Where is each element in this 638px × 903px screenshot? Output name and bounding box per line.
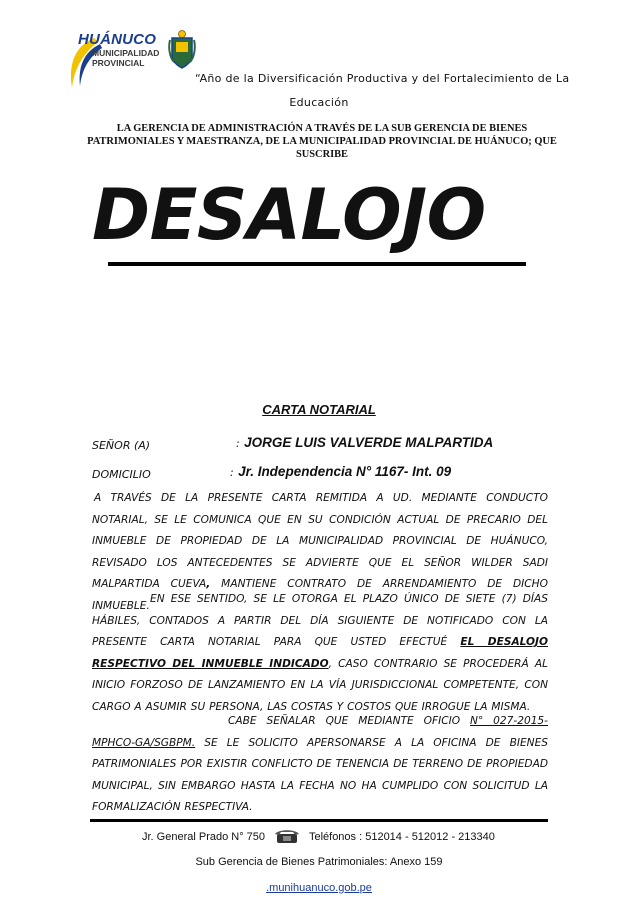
year-motto-line1: “Año de la Diversificación Productiva y del Fortalecimiento de La: [195, 72, 570, 85]
year-motto-line2: Educación: [289, 96, 349, 109]
title-underline: [108, 262, 526, 266]
footer-rule: [90, 819, 548, 822]
body-paragraph-1: A TRAVÉS DE LA PRESENTE CARTA REMITIDA A UD. MEDIANTE CONDUCTO NOTARIAL, SE LE COMUNICA QUE EN SU CONDICIÓN ACTUAL DE PRECARIO DEL INMUEBLE DE PROPIEDAD DE LA MUNICIPALIDAD PROVINCIAL DE HUÁNUCO, REVISADO LOS ANTECEDENTES SE ADVIERTE QUE EL SEÑOR WILDER SADI MALPARTIDA CUEVA, MANTIENE CONTRATO DE ARRENDAMIENTO DE DICHO INMUEBLE.: [92, 492, 548, 612]
address-label: DOMICILIO: [92, 468, 151, 481]
recipient-value-row: [236, 434, 493, 452]
footer-phones: Teléfonos : 512014 - 512012 - 213340: [308, 831, 495, 843]
address-value: Jr. Independencia N° 1167- Int. 09: [238, 464, 452, 479]
intro-text: LA GERENCIA DE ADMINISTRACIÓN A TRAVÉS DE LA SUB GERENCIA DE BIENES PATRIMONIALES Y MAESTRANZA, DE LA MUNICIPALIDAD PROVINCIAL DE HUÁNUCO; QUE SUSCRIBE: [87, 123, 557, 160]
body-paragraph-3: CABE SEÑALAR QUE MEDIANTE OFICIO N° 027-2015-MPHCO-GA/SGBPM. SE LE SOLICITO APERSONARSE A LA OFICINA DE BIENES PATRIMONIALES POR EXISTIR CONFLICTO DE TENENCIA DE TERRENO DE PROPIEDAD MUNICIPAL, SIN EMBARGO HASTA LA FECHA NO HA CUMPLIDO CON SOLICITUD LA FORMALIZACIÓN RESPECTIVA.: [92, 715, 548, 814]
address-colon: :: [230, 466, 234, 479]
footer-website-link[interactable]: .munihuanuco.gob.pe: [266, 882, 372, 894]
recipient-label: SEÑOR (A): [92, 439, 151, 452]
body-paragraph-2: EN ESE SENTIDO, SE LE OTORGA EL PLAZO ÚNICO DE SIETE (7) DÍAS HÁBILES, CONTADOS A PARTIR DEL DÍA SIGUIENTE DE NOTIFICADO CON LA PRESENTE CARTA NOTARIAL PARA QUE USTED EFECTUÉ EL DESALOJO RESPECTIVO DEL INMUEBLE INDICADO, CASO CONTRARIO SE PROCEDERÁ AL INICIO FORZOSO DE LANZAMIENTO EN LA VÍA JURISDICCIONAL COMPETENTE, CON CARGO A ASUMIR SU PERSONA, LAS COSTAS Y COSTOS QUE IRROGUE LA MISMA.: [92, 593, 548, 713]
document-title: DESALOJO: [92, 174, 486, 256]
logo-line3: PROVINCIAL: [92, 58, 145, 68]
recipient-value: JORGE LUIS VALVERDE MALPARTIDA: [244, 435, 494, 450]
footer-contact-line: [142, 829, 495, 843]
coat-of-arms-icon: [168, 30, 196, 70]
logo-name: HUÁNUCO: [78, 31, 157, 48]
footer-address: Jr. General Prado N° 750: [142, 831, 266, 843]
logo-text: [78, 32, 159, 68]
footer-subgerencia: Sub Gerencia de Bienes Patrimoniales: Anexo 159: [195, 856, 443, 868]
document-type: CARTA NOTARIAL: [262, 402, 376, 417]
phone-icon: [274, 829, 300, 843]
municipality-logo: [64, 30, 196, 92]
logo-line2: MUNICIPALIDAD: [92, 48, 160, 58]
address-value-row: [230, 463, 451, 481]
recipient-colon: :: [236, 437, 240, 450]
